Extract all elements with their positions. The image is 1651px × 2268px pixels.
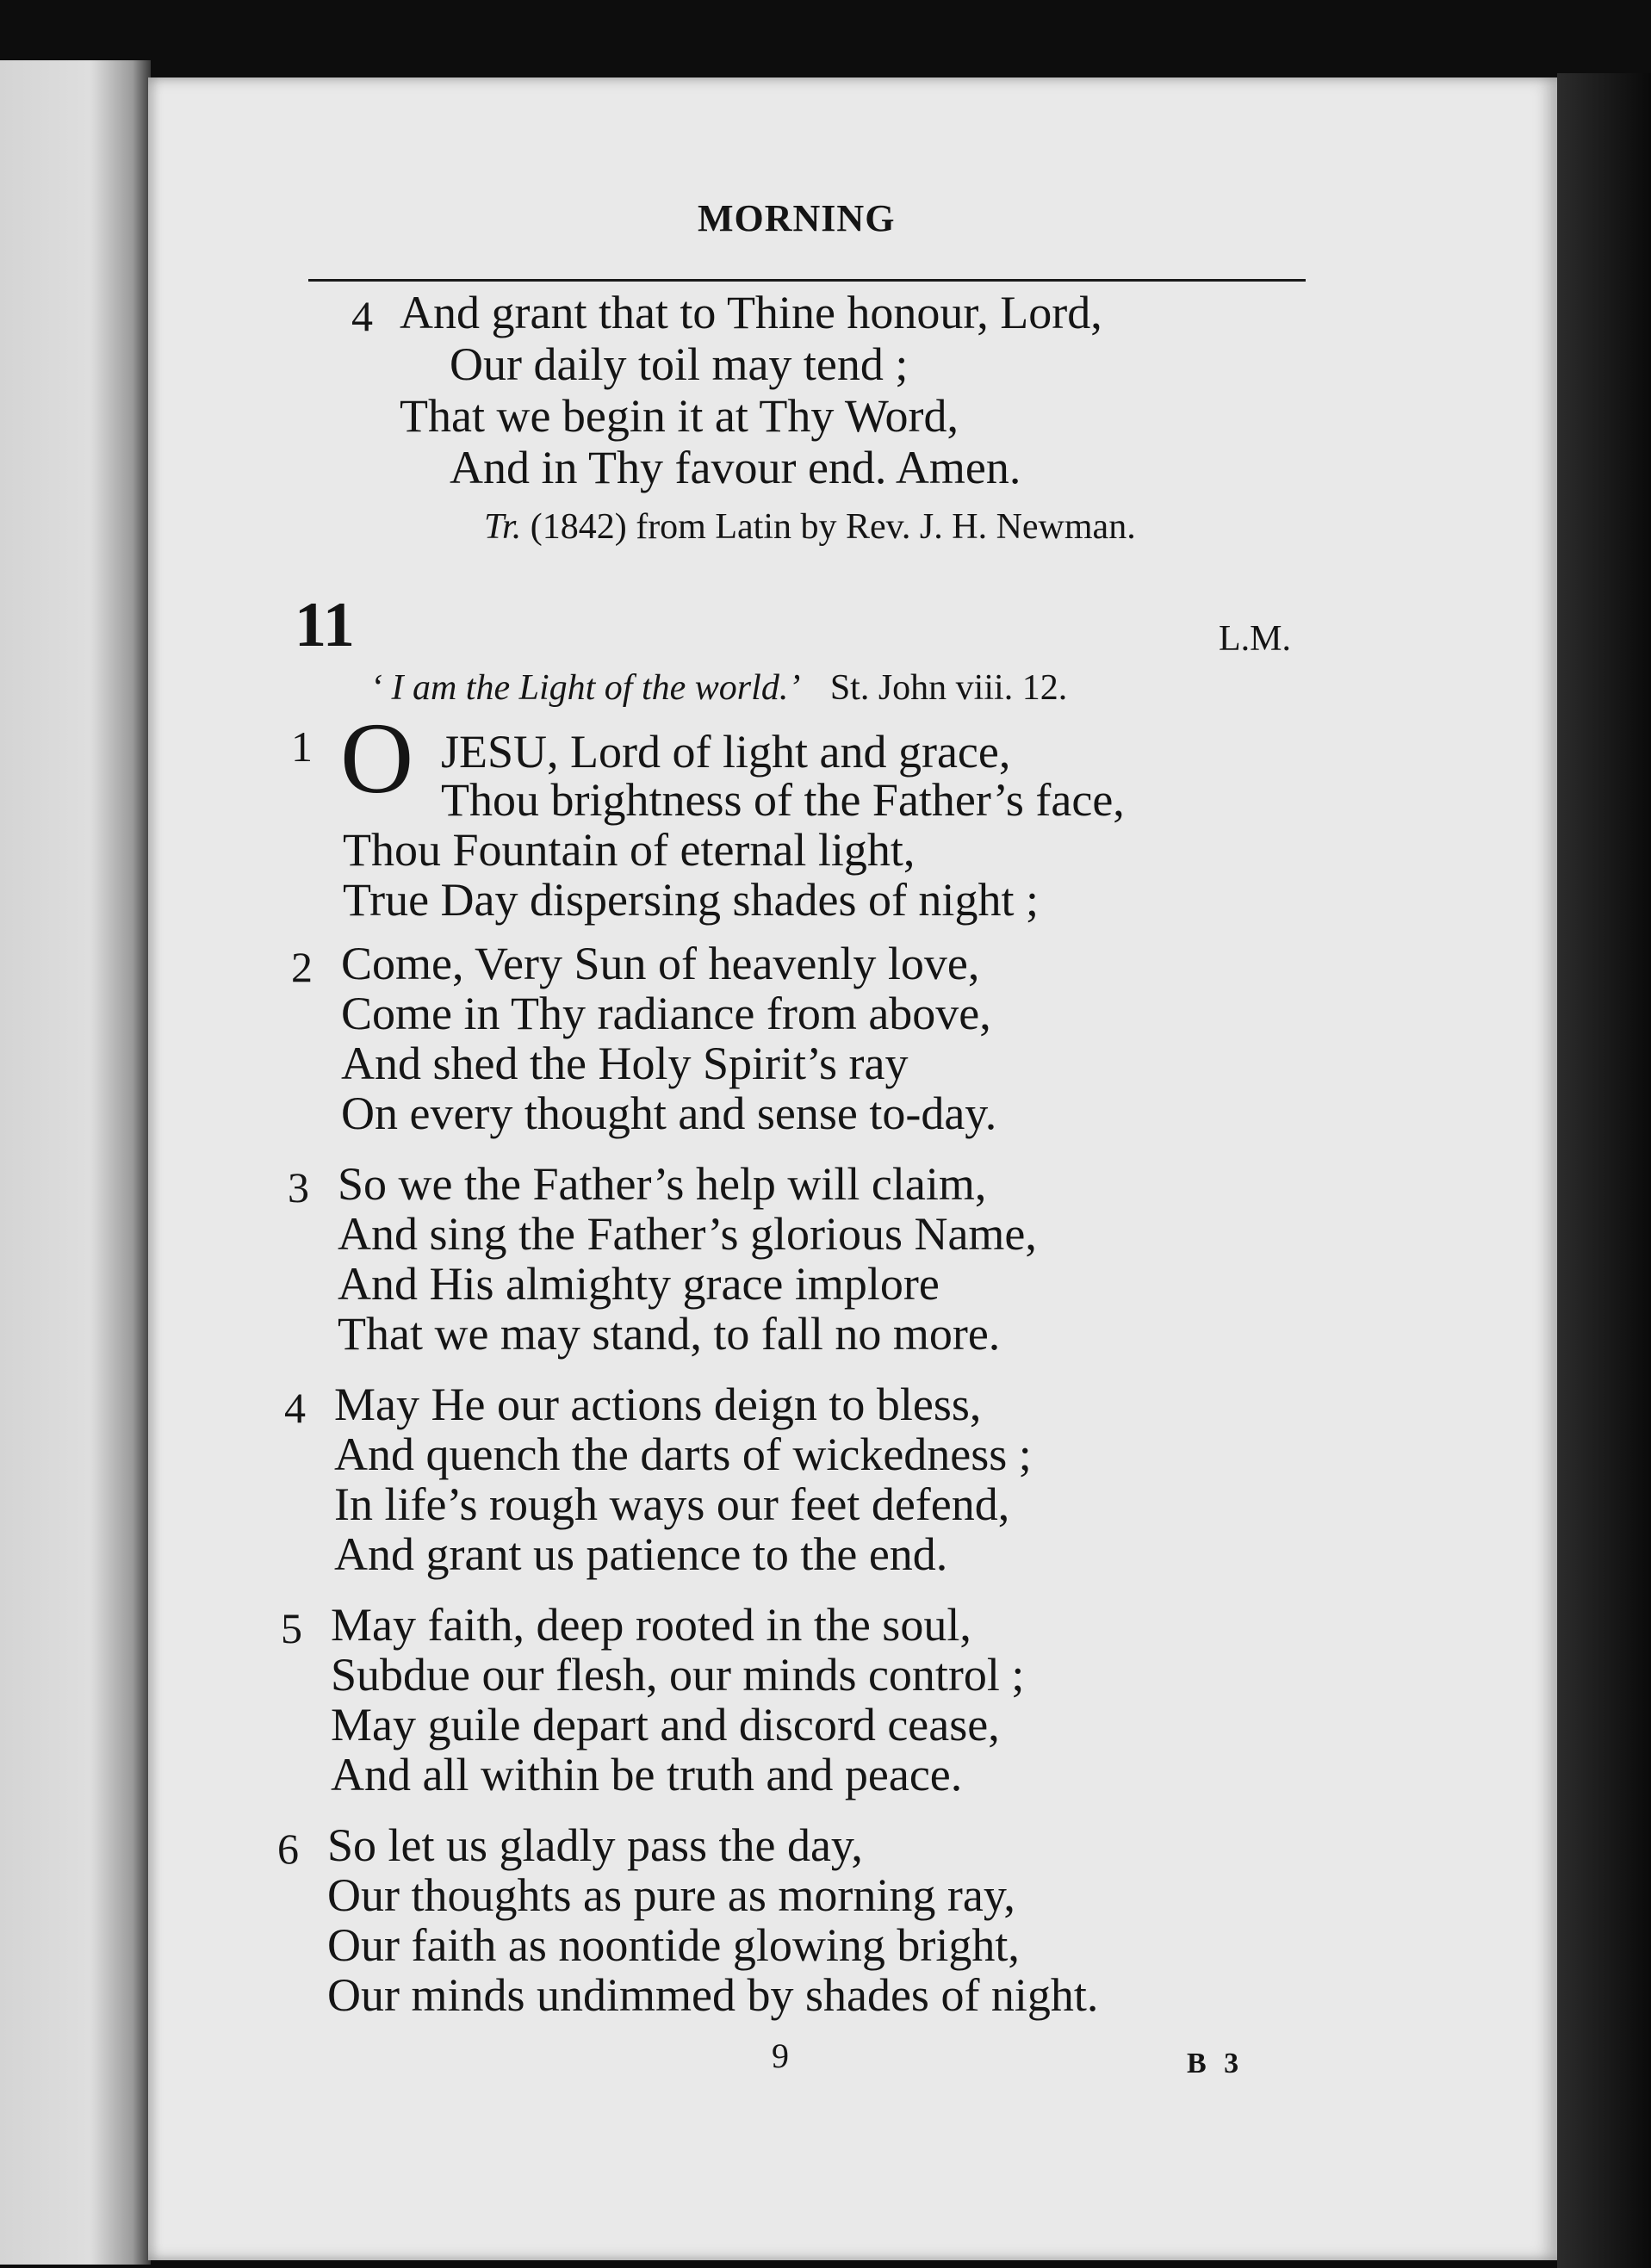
verse-line: And grant us patience to the end. <box>334 1528 948 1580</box>
scripture-citation: St. John viii. 12. <box>829 668 1068 708</box>
verse-number: 6 <box>277 1825 299 1873</box>
page-number: 9 <box>772 2036 789 2075</box>
book-spine-edge <box>0 60 151 2265</box>
verse-number: 4 <box>284 1384 306 1432</box>
verse-line: Thou brightness of the Father’s face, <box>441 774 1125 826</box>
verse-line: And His almighty grace implore <box>338 1258 940 1310</box>
verse-line: Come in Thy radiance from above, <box>341 988 991 1039</box>
verse-line: So we the Father’s help will claim, <box>338 1158 987 1210</box>
verse-line: Our daily toil may tend ; <box>450 338 909 390</box>
verse-line: On every thought and sense to-day. <box>341 1088 997 1139</box>
book-cover-edge <box>1557 73 1651 2268</box>
verse-line: Our faith as noontide glowing bright, <box>327 1919 1020 1971</box>
verse-line: Our thoughts as pure as morning ray, <box>327 1869 1015 1921</box>
verse-line: So let us gladly pass the day, <box>327 1819 863 1871</box>
verse-number: 5 <box>281 1604 302 1652</box>
verse-line: In life’s rough ways our feet defend, <box>334 1478 1010 1530</box>
verse-number: 3 <box>288 1163 309 1211</box>
verse-line: And quench the darts of wickedness ; <box>334 1428 1032 1480</box>
verse-line: And shed the Holy Spirit’s ray <box>341 1038 909 1089</box>
verse-line: And sing the Father’s glorious Name, <box>338 1208 1037 1260</box>
attribution-prefix: Tr. <box>484 507 522 547</box>
verse-line: Subdue our flesh, our minds control ; <box>331 1649 1025 1701</box>
verse-line: That we begin it at Thy Word, <box>400 390 959 442</box>
scripture-reference <box>370 667 1067 709</box>
drop-cap: O <box>340 702 414 815</box>
verse-line: Come, Very Sun of heavenly love, <box>341 938 980 989</box>
verse-number: 4 <box>351 292 373 340</box>
verse-line: And all within be truth and peace. <box>331 1749 963 1800</box>
verse-number: 1 <box>291 722 313 771</box>
verse-line: Thou Fountain of eternal light, <box>343 824 915 876</box>
attribution-text: (1842) from Latin by Rev. J. H. Newman. <box>530 507 1136 547</box>
scripture-quote: ‘ I am the Light of the world.’ <box>370 668 801 708</box>
verse-number: 2 <box>291 943 313 991</box>
verse-line: And in Thy favour end. Amen. <box>450 442 1021 493</box>
header-rule <box>308 279 1306 282</box>
verse-line: Our minds undimmed by shades of night. <box>327 1969 1099 2021</box>
verse-line: And grant that to Thine honour, Lord, <box>400 287 1102 338</box>
hymn-attribution <box>484 506 1136 548</box>
hymn-meter: L.M. <box>1219 619 1291 659</box>
verse-line: That we may stand, to fall no more. <box>338 1308 1001 1360</box>
verse-line: May He our actions deign to bless, <box>334 1379 982 1430</box>
verse-line: May guile depart and discord cease, <box>331 1699 1000 1751</box>
signature-mark: B 3 <box>1187 2048 1244 2079</box>
verse-line: True Day dispersing shades of night ; <box>343 874 1039 926</box>
verse-line: JESU, Lord of light and grace, <box>441 726 1011 778</box>
hymn-number: 11 <box>295 590 355 660</box>
verse-line: May faith, deep rooted in the soul, <box>331 1599 971 1651</box>
running-header: MORNING <box>698 197 896 239</box>
